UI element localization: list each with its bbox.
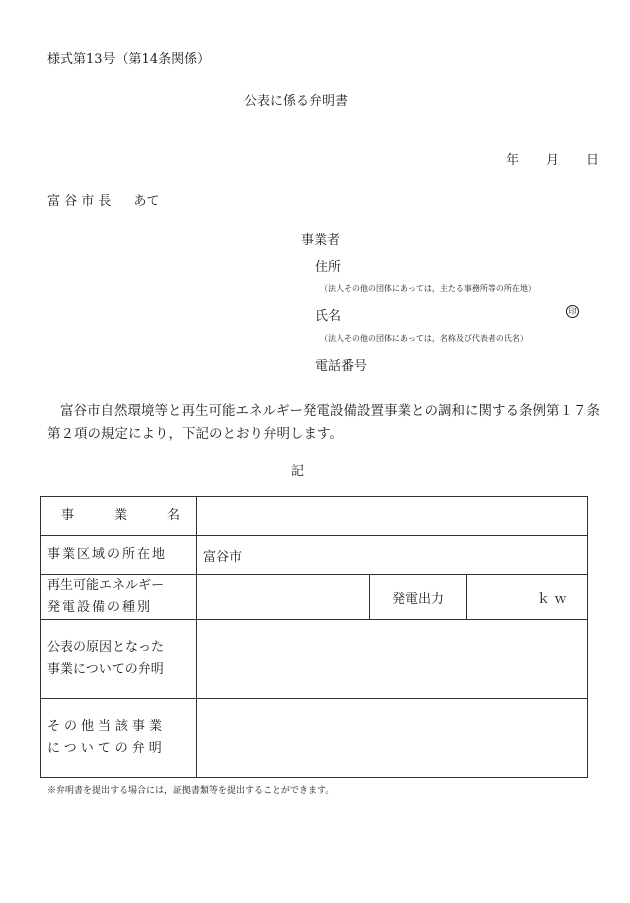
other-label-line-1: その他当該事業 — [47, 719, 167, 734]
statement-table — [40, 496, 588, 778]
name-note: （法人その他の団体にあっては，名称及び代表者の氏名） — [320, 334, 528, 343]
date-year: 年 — [506, 153, 520, 168]
address-label: 住所 — [315, 260, 342, 275]
business-name-char-1: 事 — [61, 508, 75, 523]
equipment-label — [41, 575, 197, 620]
other-field[interactable] — [197, 699, 588, 778]
address-note: （法人その他の団体にあっては，主たる事務所等の所在地） — [320, 284, 536, 293]
other-label — [41, 699, 197, 778]
other-label-line-2: についての弁明 — [47, 741, 166, 756]
location-label: 事業区域の所在地 — [41, 536, 197, 575]
phone-label: 電話番号 — [315, 359, 368, 374]
cause-label-line-1: 公表の原因となった — [47, 640, 165, 655]
seal-mark: 印 — [566, 305, 579, 318]
addressee — [47, 190, 160, 209]
table-row-business-name — [41, 497, 588, 536]
date-row — [506, 149, 599, 168]
business-name-field[interactable] — [197, 497, 588, 536]
table-row-cause — [41, 620, 588, 699]
form-number: 様式第13号（第14条関係） — [47, 52, 211, 67]
equipment-label-line-2: 発電設備の種別 — [47, 600, 153, 615]
business-name-char-2: 業 — [113, 508, 127, 523]
output-label: 発電出力 — [370, 575, 467, 620]
equipment-label-line-1: 再生可能エネルギー — [47, 578, 165, 593]
output-field[interactable]: ｋｗ — [467, 575, 588, 620]
equipment-type-field[interactable] — [197, 575, 370, 620]
table-row-equipment — [41, 575, 588, 620]
document-title: 公表に係る弁明書 — [244, 94, 349, 109]
table-row-location — [41, 536, 588, 575]
applicant-heading: 事業者 — [301, 233, 341, 248]
business-name-char-3: 名 — [166, 508, 180, 523]
table-row-other — [41, 699, 588, 778]
date-month: 月 — [546, 153, 560, 168]
record-mark: 記 — [291, 464, 305, 479]
location-field[interactable]: 富谷市 — [197, 536, 588, 575]
addressee-name: 富 谷 市 長 — [47, 194, 112, 209]
footnote: ※弁明書を提出する場合には，証拠書類等を提出することができます。 — [47, 786, 335, 796]
cause-label — [41, 620, 197, 699]
name-label: 氏名 — [315, 309, 342, 324]
body-text: 富谷市自然環境等と再生可能エネルギー発電設備設置事業との調和に関する条例第１７条第２項の規定により，下記のとおり弁明します。 — [47, 403, 600, 442]
business-name-label — [41, 497, 197, 536]
date-day: 日 — [586, 153, 600, 168]
cause-label-line-2: 事業についての弁明 — [47, 662, 164, 677]
addressee-to: あて — [133, 194, 160, 209]
cause-field[interactable] — [197, 620, 588, 699]
